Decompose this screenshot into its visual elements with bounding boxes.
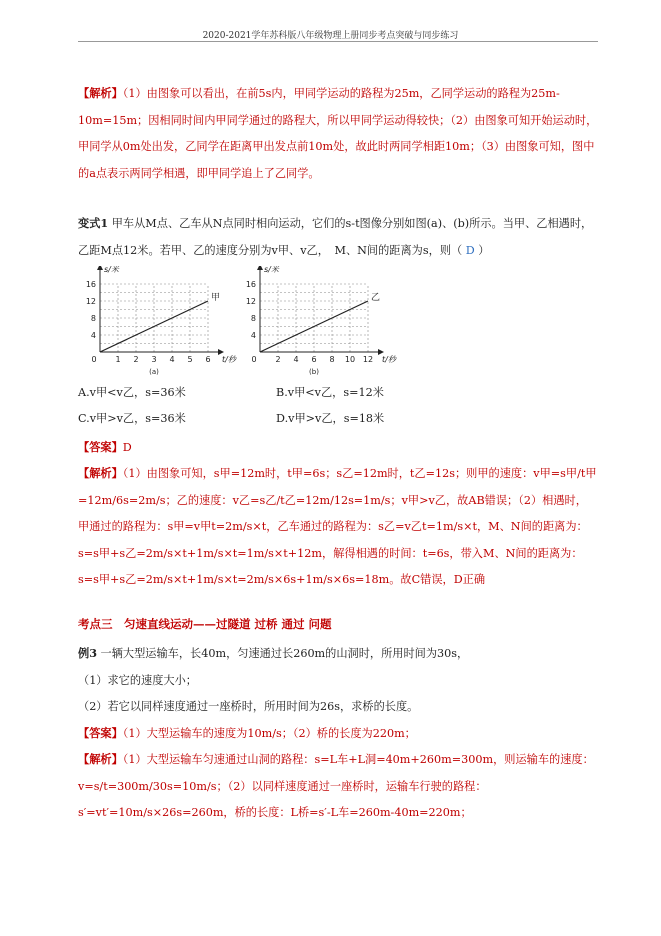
origin-label: 0: [91, 355, 97, 364]
answer-2-tag: 【答案】: [78, 440, 123, 454]
analysis-2: [78, 460, 598, 594]
x-tick-label: 6: [205, 355, 211, 364]
example-tag: 例3: [78, 646, 97, 660]
x-tick-label: 2: [275, 355, 281, 364]
answer-3-text: （1）大型运输车的速度为10m/s；（2）桥的长度为220m；: [122, 727, 416, 740]
line-label: 甲: [211, 293, 221, 303]
analysis-1-text: （1）由图象可以看出，在前5s内，甲同学运动的路程为25m，乙同学运动的路程为25m-10m=15m；因相同时间内甲同学通过的路程大，所以甲同学运动得较快；（2）由图象可知开始运动时，甲同学从0m处出发，乙同学在距离甲出发点前10m处，故此时两同学相距10m；（3）由图象可知，图中的a点表示两同学相遇，即甲同学追上了乙同学。: [78, 87, 598, 180]
x-tick-label: 1: [115, 355, 121, 364]
option-c: C.v甲>v乙，s=36米: [78, 412, 186, 425]
x-tick-label: 12: [362, 355, 374, 364]
x-tick-label: 4: [169, 355, 175, 364]
analysis-3: [78, 746, 598, 827]
y-tick-label: 8: [90, 314, 96, 323]
x-tick-label: 10: [344, 355, 356, 364]
y-axis-arrow: [97, 266, 103, 270]
x-tick-label: 5: [187, 355, 193, 364]
analysis-1-tag: 【解析】: [78, 86, 123, 100]
option-d: D.v甲>v乙，s=18米: [276, 412, 385, 425]
example-q1: （1）求它的速度大小；: [78, 673, 197, 687]
y-tick-label: 4: [250, 331, 256, 340]
x-tick-label: 2: [133, 355, 139, 364]
variant-tag: 变式1: [78, 216, 109, 230]
x-tick-label: 3: [151, 355, 157, 364]
option-b: B.v甲<v乙，s=12米: [276, 386, 384, 399]
variant-question: [78, 210, 598, 264]
variant-text: 甲车从M点、乙车从N点同时相向运动，它们的s-t图像分别如图(a)、(b)所示。当甲、乙相遇时，乙距M点12米。若甲、乙的速度分别为v甲、v乙， M、N间的距离为s，则（: [78, 217, 593, 257]
graph-caption: (b): [309, 368, 319, 376]
example-q2: （2）若它以同样速度通过一座桥时，所用时间为26s，求桥的长度。: [78, 700, 419, 713]
st-graphs: [78, 266, 398, 378]
x-tick-label: 6: [311, 355, 317, 364]
section-title: 考点三 匀速直线运动——过隧道 过桥 通过 问题: [78, 617, 332, 631]
y-tick-label: 12: [85, 297, 96, 306]
analysis-2-tag: 【解析】: [78, 466, 123, 480]
x-axis-label: t/秒: [382, 355, 396, 364]
example-3: [78, 640, 598, 721]
example-text: 一辆大型运输车，长40m，匀速通过长260m的山洞时，所用时间为30s，: [100, 647, 469, 660]
page-header: 2020-2021学年苏科版八年级物理上册同步考点突破与同步练习: [202, 31, 459, 41]
answer-3: [78, 720, 598, 748]
x-tick-label: 8: [329, 355, 335, 364]
graph-caption: (a): [149, 368, 159, 376]
y-tick-label: 4: [90, 331, 96, 340]
x-tick-label: 4: [293, 355, 299, 364]
y-axis-label: s/米: [264, 266, 279, 274]
variant-close: ）: [478, 243, 490, 257]
line-label: 乙: [371, 293, 381, 303]
header-rule: [78, 41, 598, 42]
y-axis-label: s/米: [104, 266, 119, 274]
answer-3-tag: 【答案】: [78, 726, 123, 740]
variant-answer-letter: D: [465, 243, 475, 257]
analysis-2-text: （1）由图象可知，s甲=12m时，t甲=6s；s乙=12m时，t乙=12s；则甲的速度：v甲=s甲/t甲=12m/6s=2m/s；乙的速度：v乙=s乙/t乙=12m/12s=1m/s；v甲>v乙，故AB错误；（2）相遇时，甲通过的路程为：s甲=v甲t=2m/s×t，乙车通过的路程为：s乙=v乙t=1m/s×t，M、N间的距离为：s=s甲+s乙=2m/s×t+1m/s×t=1m/s×t+12m，解得相遇的时间：t=6s，带入M、N间的距离为：s=s甲+s乙=2m/s×t+1m/s×t=2m/s×6s+1m/s×6s=18m。故C错误，D正确: [78, 467, 597, 586]
option-a: A.v甲<v乙，s=36米: [78, 386, 186, 399]
y-axis-arrow: [257, 266, 263, 270]
y-tick-label: 12: [245, 297, 256, 306]
y-tick-label: 16: [85, 280, 96, 289]
y-tick-label: 16: [245, 280, 256, 289]
analysis-3-text: （1）大型运输车匀速通过山洞的路程：s=L车+L洞=40m+260m=300m，则运输车的速度：v=s/t=300m/30s=10m/s；（2）以同样速度通过一座桥时，运输车行驶的路程：s′=vt′=10m/s×26s=260m，桥的长度：L桥=s′-L车=260m-40m=220m；: [78, 753, 594, 819]
analysis-3-tag: 【解析】: [78, 752, 123, 766]
analysis-1: [78, 80, 598, 187]
y-tick-label: 8: [250, 314, 256, 323]
answer-2-text: D: [122, 441, 132, 454]
x-axis-label: t/秒: [222, 355, 236, 364]
origin-label: 0: [251, 355, 257, 364]
answer-2: [78, 434, 598, 462]
